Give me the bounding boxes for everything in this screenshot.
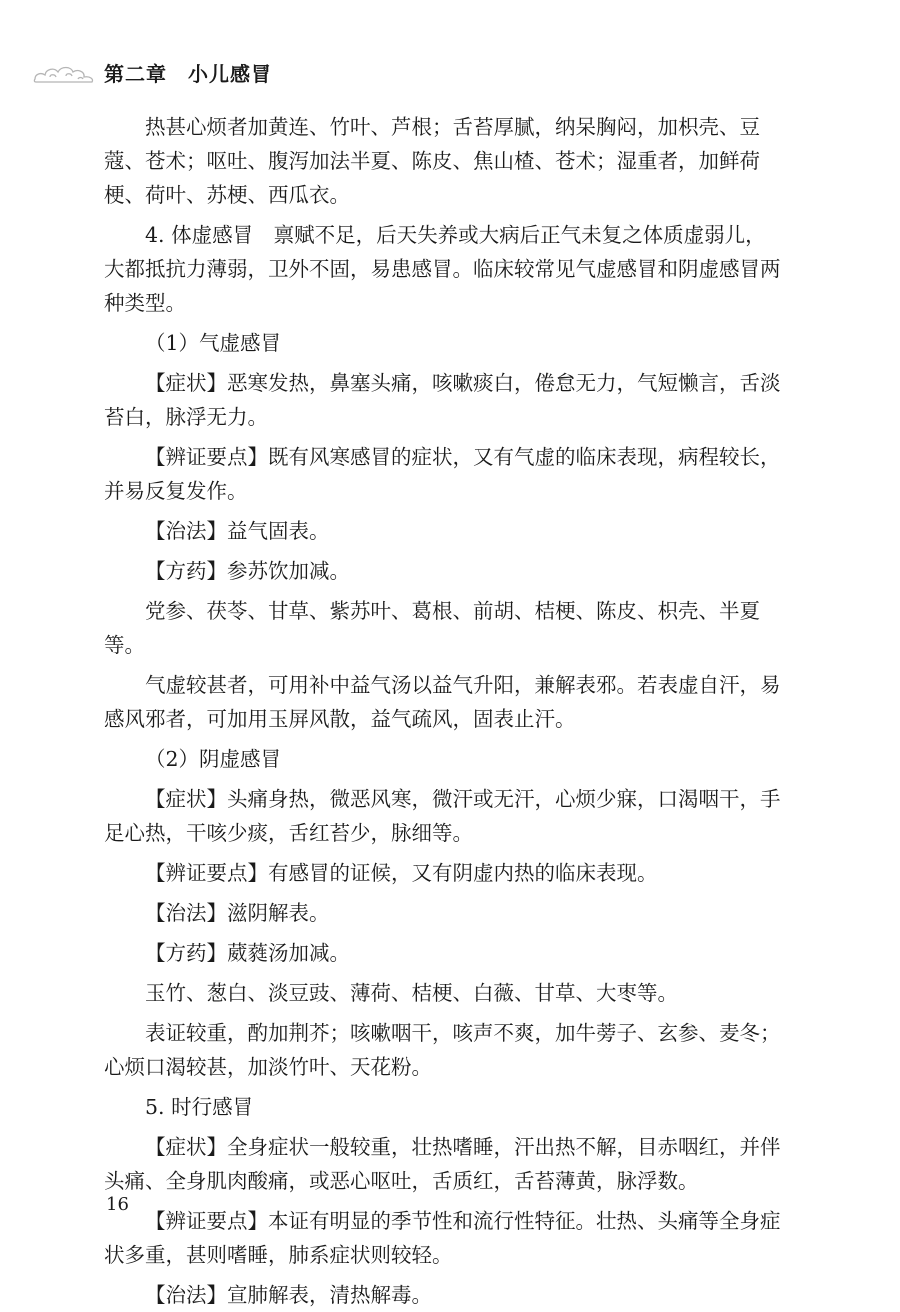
therapy-paragraph: [104, 514, 786, 548]
herbs-paragraph: 党参、茯苓、甘草、紫苏叶、葛根、前胡、桔梗、陈皮、枳壳、半夏等。: [104, 599, 760, 657]
formula-text: 参苏饮加减。: [227, 559, 350, 583]
diagnosis-label: 【辨证要点】: [145, 445, 268, 469]
section-4: [104, 218, 786, 320]
cloud-ornament-icon: [32, 60, 98, 86]
subsection-heading: （1）气虚感冒: [145, 331, 282, 355]
symptoms-label: 【症状】: [145, 787, 227, 811]
section-text: 禀赋不足，后天失养或大病后正气未复之体质虚弱儿，大都抵抗力薄弱，卫外不固，易患感冒。临床较常见气虚感冒和阴虚感冒两种类型。: [104, 223, 781, 315]
section-title: 时行感冒: [171, 1095, 254, 1119]
symptoms-paragraph: [104, 1130, 786, 1198]
herbs-paragraph: 玉竹、葱白、淡豆豉、薄荷、桔梗、白薇、甘草、大枣等。: [145, 981, 678, 1005]
diagnosis-text: 既有风寒感冒的症状，又有气虚的临床表现，病程较长，并易反复发作。: [104, 445, 781, 503]
formula-paragraph: [104, 554, 786, 588]
diagnosis-paragraph: [104, 856, 786, 890]
paragraph: 热甚心烦者加黄连、竹叶、芦根；舌苔厚腻，纳呆胸闷，加枳壳、豆蔻、苍术；呕吐、腹泻加法半夏、陈皮、焦山楂、苍术；湿重者，加鲜荷梗、荷叶、苏梗、西瓜衣。: [104, 115, 760, 207]
therapy-label: 【治法】: [145, 519, 227, 543]
body-text: [104, 110, 786, 1312]
therapy-label: 【治法】: [145, 901, 227, 925]
diagnosis-label: 【辨证要点】: [145, 1209, 268, 1233]
running-header: [32, 58, 272, 87]
symptoms-text: 头痛身热，微恶风寒，微汗或无汗，心烦少寐，口渴咽干，手足心热，干咳少痰，舌红苔少，脉细等。: [104, 787, 781, 845]
symptoms-paragraph: [104, 782, 786, 850]
formula-text: 葳蕤汤加减。: [227, 941, 350, 965]
symptoms-text: 恶寒发热，鼻塞头痛，咳嗽痰白，倦怠无力，气短懒言，舌淡苔白，脉浮无力。: [104, 371, 781, 429]
note-paragraph: 气虚较甚者，可用补中益气汤以益气升阳，兼解表邪。若表虚自汗，易感风邪者，可加用玉屏风散，益气疏风，固表止汗。: [104, 673, 781, 731]
diagnosis-paragraph: [104, 1204, 786, 1272]
subsection-heading: （2）阴虚感冒: [145, 747, 282, 771]
therapy-paragraph: [104, 896, 786, 930]
section-title: 体虚感冒: [171, 223, 254, 247]
diagnosis-text: 本证有明显的季节性和流行性特征。壮热、头痛等全身症状多重，甚则嗜睡，肺系症状则较轻。: [104, 1209, 781, 1267]
formula-paragraph: [104, 936, 786, 970]
therapy-text: 益气固表。: [227, 519, 330, 543]
therapy-text: 宣肺解表，清热解毒。: [227, 1283, 432, 1307]
symptoms-text: 全身症状一般较重，壮热嗜睡，汗出热不解，目赤咽红，并伴头痛、全身肌肉酸痛，或恶心呕吐，舌质红，舌苔薄黄，脉浮数。: [104, 1135, 781, 1193]
diagnosis-paragraph: [104, 440, 786, 508]
note-paragraph: 表证较重，酌加荆芥；咳嗽咽干，咳声不爽，加牛蒡子、玄参、麦冬；心烦口渴较甚，加淡竹叶、天花粉。: [104, 1021, 781, 1079]
section-5: [104, 1090, 786, 1124]
formula-label: 【方药】: [145, 941, 227, 965]
therapy-label: 【治法】: [145, 1283, 227, 1307]
symptoms-label: 【症状】: [145, 371, 227, 395]
page-number: 16: [106, 1194, 129, 1215]
symptoms-label: 【症状】: [145, 1135, 227, 1159]
therapy-text: 滋阴解表。: [227, 901, 330, 925]
diagnosis-text: 有感冒的证候，又有阴虚内热的临床表现。: [268, 861, 658, 885]
section-number: 5.: [145, 1095, 165, 1119]
symptoms-paragraph: [104, 366, 786, 434]
therapy-paragraph: [104, 1278, 786, 1312]
section-number: 4.: [145, 223, 165, 247]
chapter-title: 第二章 小儿感冒: [104, 62, 272, 86]
diagnosis-label: 【辨证要点】: [145, 861, 268, 885]
formula-label: 【方药】: [145, 559, 227, 583]
